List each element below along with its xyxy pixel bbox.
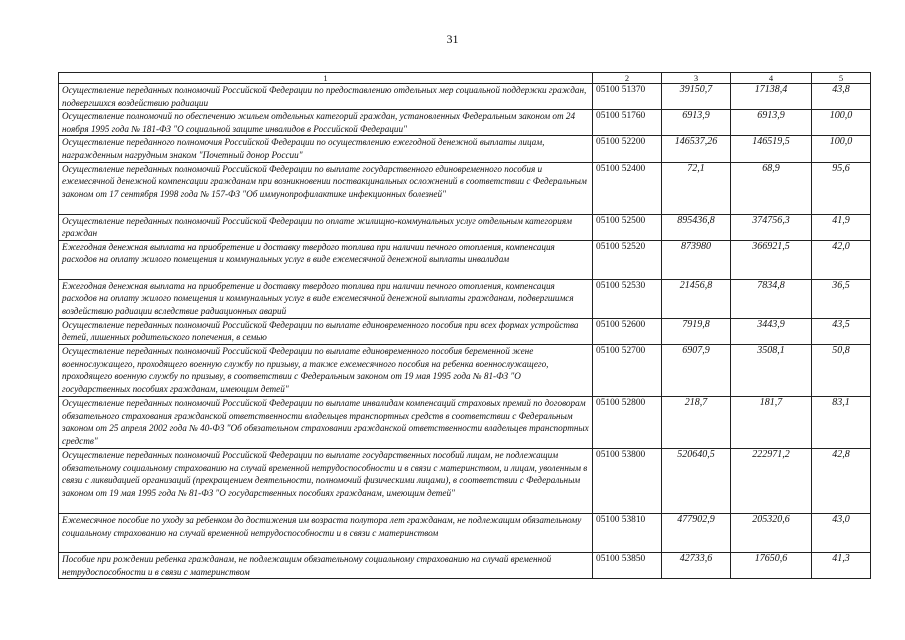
row-value-4: 3508,1 xyxy=(731,344,812,396)
page-number: 31 xyxy=(446,32,459,46)
row-code: 05100 52530 xyxy=(593,279,662,318)
row-value-3: 42733,6 xyxy=(662,552,731,578)
row-name: Осуществление переданных полномочий Российской Федерации по выплате государственного единовременного пособия и ежемесячной денежной компенсации гражданам при возникновении поствакцинальных осложнений в соответствии с Федеральным законом от 17 сентября 1998 года № 157-ФЗ "Об иммунопрофилактике инфекционных болезней" xyxy=(59,162,593,214)
row-name: Осуществление переданных полномочий Российской Федерации по предоставлению отдельных мер социальной поддержки граждан, подвергшихся воздействию радиации xyxy=(59,84,593,110)
row-value-4: 374756,3 xyxy=(731,214,812,240)
row-value-3: 6907,9 xyxy=(662,344,731,396)
table-row xyxy=(59,84,871,110)
table-row xyxy=(59,214,871,240)
row-code: 05100 51760 xyxy=(593,110,662,136)
row-name: Ежегодная денежная выплата на приобретение и доставку твердого топлива при наличии печного отопления, компенсация расходов на оплату жилого помещения и коммунальных услуг в виде ежемесячной денежной выплаты гражданам, подвергшимся воздействию радиации вследствие радиационных аварий xyxy=(59,279,593,318)
row-value-3: 21456,8 xyxy=(662,279,731,318)
budget-table xyxy=(58,72,871,579)
row-value-3: 218,7 xyxy=(662,396,731,448)
row-code: 05100 52200 xyxy=(593,136,662,162)
row-value-5: 43,5 xyxy=(812,318,871,344)
row-value-5: 100,0 xyxy=(812,110,871,136)
row-value-5: 43,0 xyxy=(812,513,871,552)
table-row xyxy=(59,136,871,162)
row-name: Ежемесячное пособие по уходу за ребенком до достижения им возраста полутора лет гражданам, не подлежащим обязательному социальному страхованию на случай временной нетрудоспособности и в связи с материнством xyxy=(59,513,593,552)
row-value-4: 205320,6 xyxy=(731,513,812,552)
row-name: Ежегодная денежная выплата на приобретение и доставку твердого топлива при наличии печного отопления, компенсация расходов на оплату жилого помещения и коммунальных услуг в виде ежемесячной денежной выплаты инвалидам xyxy=(59,240,593,279)
row-value-5: 100,0 xyxy=(812,136,871,162)
row-value-4: 146519,5 xyxy=(731,136,812,162)
row-name: Осуществление переданных полномочий Российской Федерации по выплате инвалидам компенсаций страховых премий по договорам обязательного страхования гражданской ответственности владельцев транспортных средств в соответствии с Федеральным законом от 25 апреля 2002 года № 40-ФЗ "Об обязательном страховании гражданской ответственности владельцев транспортных средств" xyxy=(59,396,593,448)
row-value-5: 42,0 xyxy=(812,240,871,279)
row-value-4: 3443,9 xyxy=(731,318,812,344)
row-value-5: 41,3 xyxy=(812,552,871,578)
row-name: Осуществление переданных полномочий Российской Федерации по выплате государственных пособий лицам, не подлежащим обязательному социальному страхованию на случай временной нетрудоспособности и в связи с материнством, и лицам, уволенным в связи с ликвидацией организаций (прекращением деятельности, полномочий физическими лицами), в соответствии с Федеральным законом от 19 мая 1995 года № 81-ФЗ "О государственных пособиях гражданам, имеющим детей" xyxy=(59,448,593,513)
row-value-5: 83,1 xyxy=(812,396,871,448)
row-value-3: 873980 xyxy=(662,240,731,279)
row-value-5: 50,8 xyxy=(812,344,871,396)
header-col-3: 3 xyxy=(662,73,731,84)
row-name: Пособие при рождении ребенка гражданам, не подлежащим обязательному социальному страхованию на случай временной нетрудоспособности и в связи с материнством xyxy=(59,552,593,578)
row-code: 05100 52700 xyxy=(593,344,662,396)
row-value-4: 17650,6 xyxy=(731,552,812,578)
row-value-3: 39150,7 xyxy=(662,84,731,110)
header-col-2: 2 xyxy=(593,73,662,84)
row-value-3: 6913,9 xyxy=(662,110,731,136)
row-code: 05100 52600 xyxy=(593,318,662,344)
row-code: 05100 53850 xyxy=(593,552,662,578)
row-name: Осуществление переданных полномочий Российской Федерации по выплате единовременного пособия при всех формах устройства детей, лишенных родительского попечения, в семью xyxy=(59,318,593,344)
table-row xyxy=(59,279,871,318)
row-value-4: 68,9 xyxy=(731,162,812,214)
row-value-4: 6913,9 xyxy=(731,110,812,136)
row-value-3: 146537,26 xyxy=(662,136,731,162)
header-col-5: 5 xyxy=(812,73,871,84)
table-row xyxy=(59,448,871,513)
row-value-3: 7919,8 xyxy=(662,318,731,344)
row-value-4: 366921,5 xyxy=(731,240,812,279)
row-name: Осуществление переданного полномочия Российской Федерации по осуществлению ежегодной денежной выплаты лицам, награжденным нагрудным знаком "Почетный донор России" xyxy=(59,136,593,162)
row-name: Осуществление переданных полномочий Российской Федерации по оплате жилищно-коммунальных услуг отдельным категориям граждан xyxy=(59,214,593,240)
header-col-1: 1 xyxy=(59,73,593,84)
row-code: 05100 52500 xyxy=(593,214,662,240)
row-value-5: 95,6 xyxy=(812,162,871,214)
row-value-3: 895436,8 xyxy=(662,214,731,240)
row-value-3: 520640,5 xyxy=(662,448,731,513)
table-row xyxy=(59,240,871,279)
row-name: Осуществление полномочий по обеспечению жильем отдельных категорий граждан, установленных Федеральным законом от 24 ноября 1995 года № 181-ФЗ "О социальной защите инвалидов в Российской Федерации" xyxy=(59,110,593,136)
row-code: 05100 52800 xyxy=(593,396,662,448)
table-row xyxy=(59,552,871,578)
table-header-row xyxy=(59,73,871,84)
table-row xyxy=(59,162,871,214)
row-code: 05100 53800 xyxy=(593,448,662,513)
row-code: 05100 52400 xyxy=(593,162,662,214)
row-value-3: 477902,9 xyxy=(662,513,731,552)
table-row xyxy=(59,344,871,396)
row-name: Осуществление переданных полномочий Российской Федерации по выплате единовременного пособия беременной жене военнослужащего, проходящего военную службу по призыву, а также ежемесячного пособия на ребенка военнослужащего, проходящего военную службу по призыву, в соответствии с Федеральным законом от 19 мая 1995 года № 81-ФЗ "О государственных пособиях гражданам, имеющим детей" xyxy=(59,344,593,396)
row-code: 05100 51370 xyxy=(593,84,662,110)
row-code: 05100 53810 xyxy=(593,513,662,552)
header-col-4: 4 xyxy=(731,73,812,84)
row-code: 05100 52520 xyxy=(593,240,662,279)
row-value-4: 17138,4 xyxy=(731,84,812,110)
row-value-5: 41,9 xyxy=(812,214,871,240)
row-value-5: 43,8 xyxy=(812,84,871,110)
row-value-4: 222971,2 xyxy=(731,448,812,513)
table-row xyxy=(59,110,871,136)
table-row xyxy=(59,396,871,448)
table-row xyxy=(59,318,871,344)
row-value-4: 7834,8 xyxy=(731,279,812,318)
row-value-3: 72,1 xyxy=(662,162,731,214)
row-value-4: 181,7 xyxy=(731,396,812,448)
table-row xyxy=(59,513,871,552)
row-value-5: 36,5 xyxy=(812,279,871,318)
row-value-5: 42,8 xyxy=(812,448,871,513)
